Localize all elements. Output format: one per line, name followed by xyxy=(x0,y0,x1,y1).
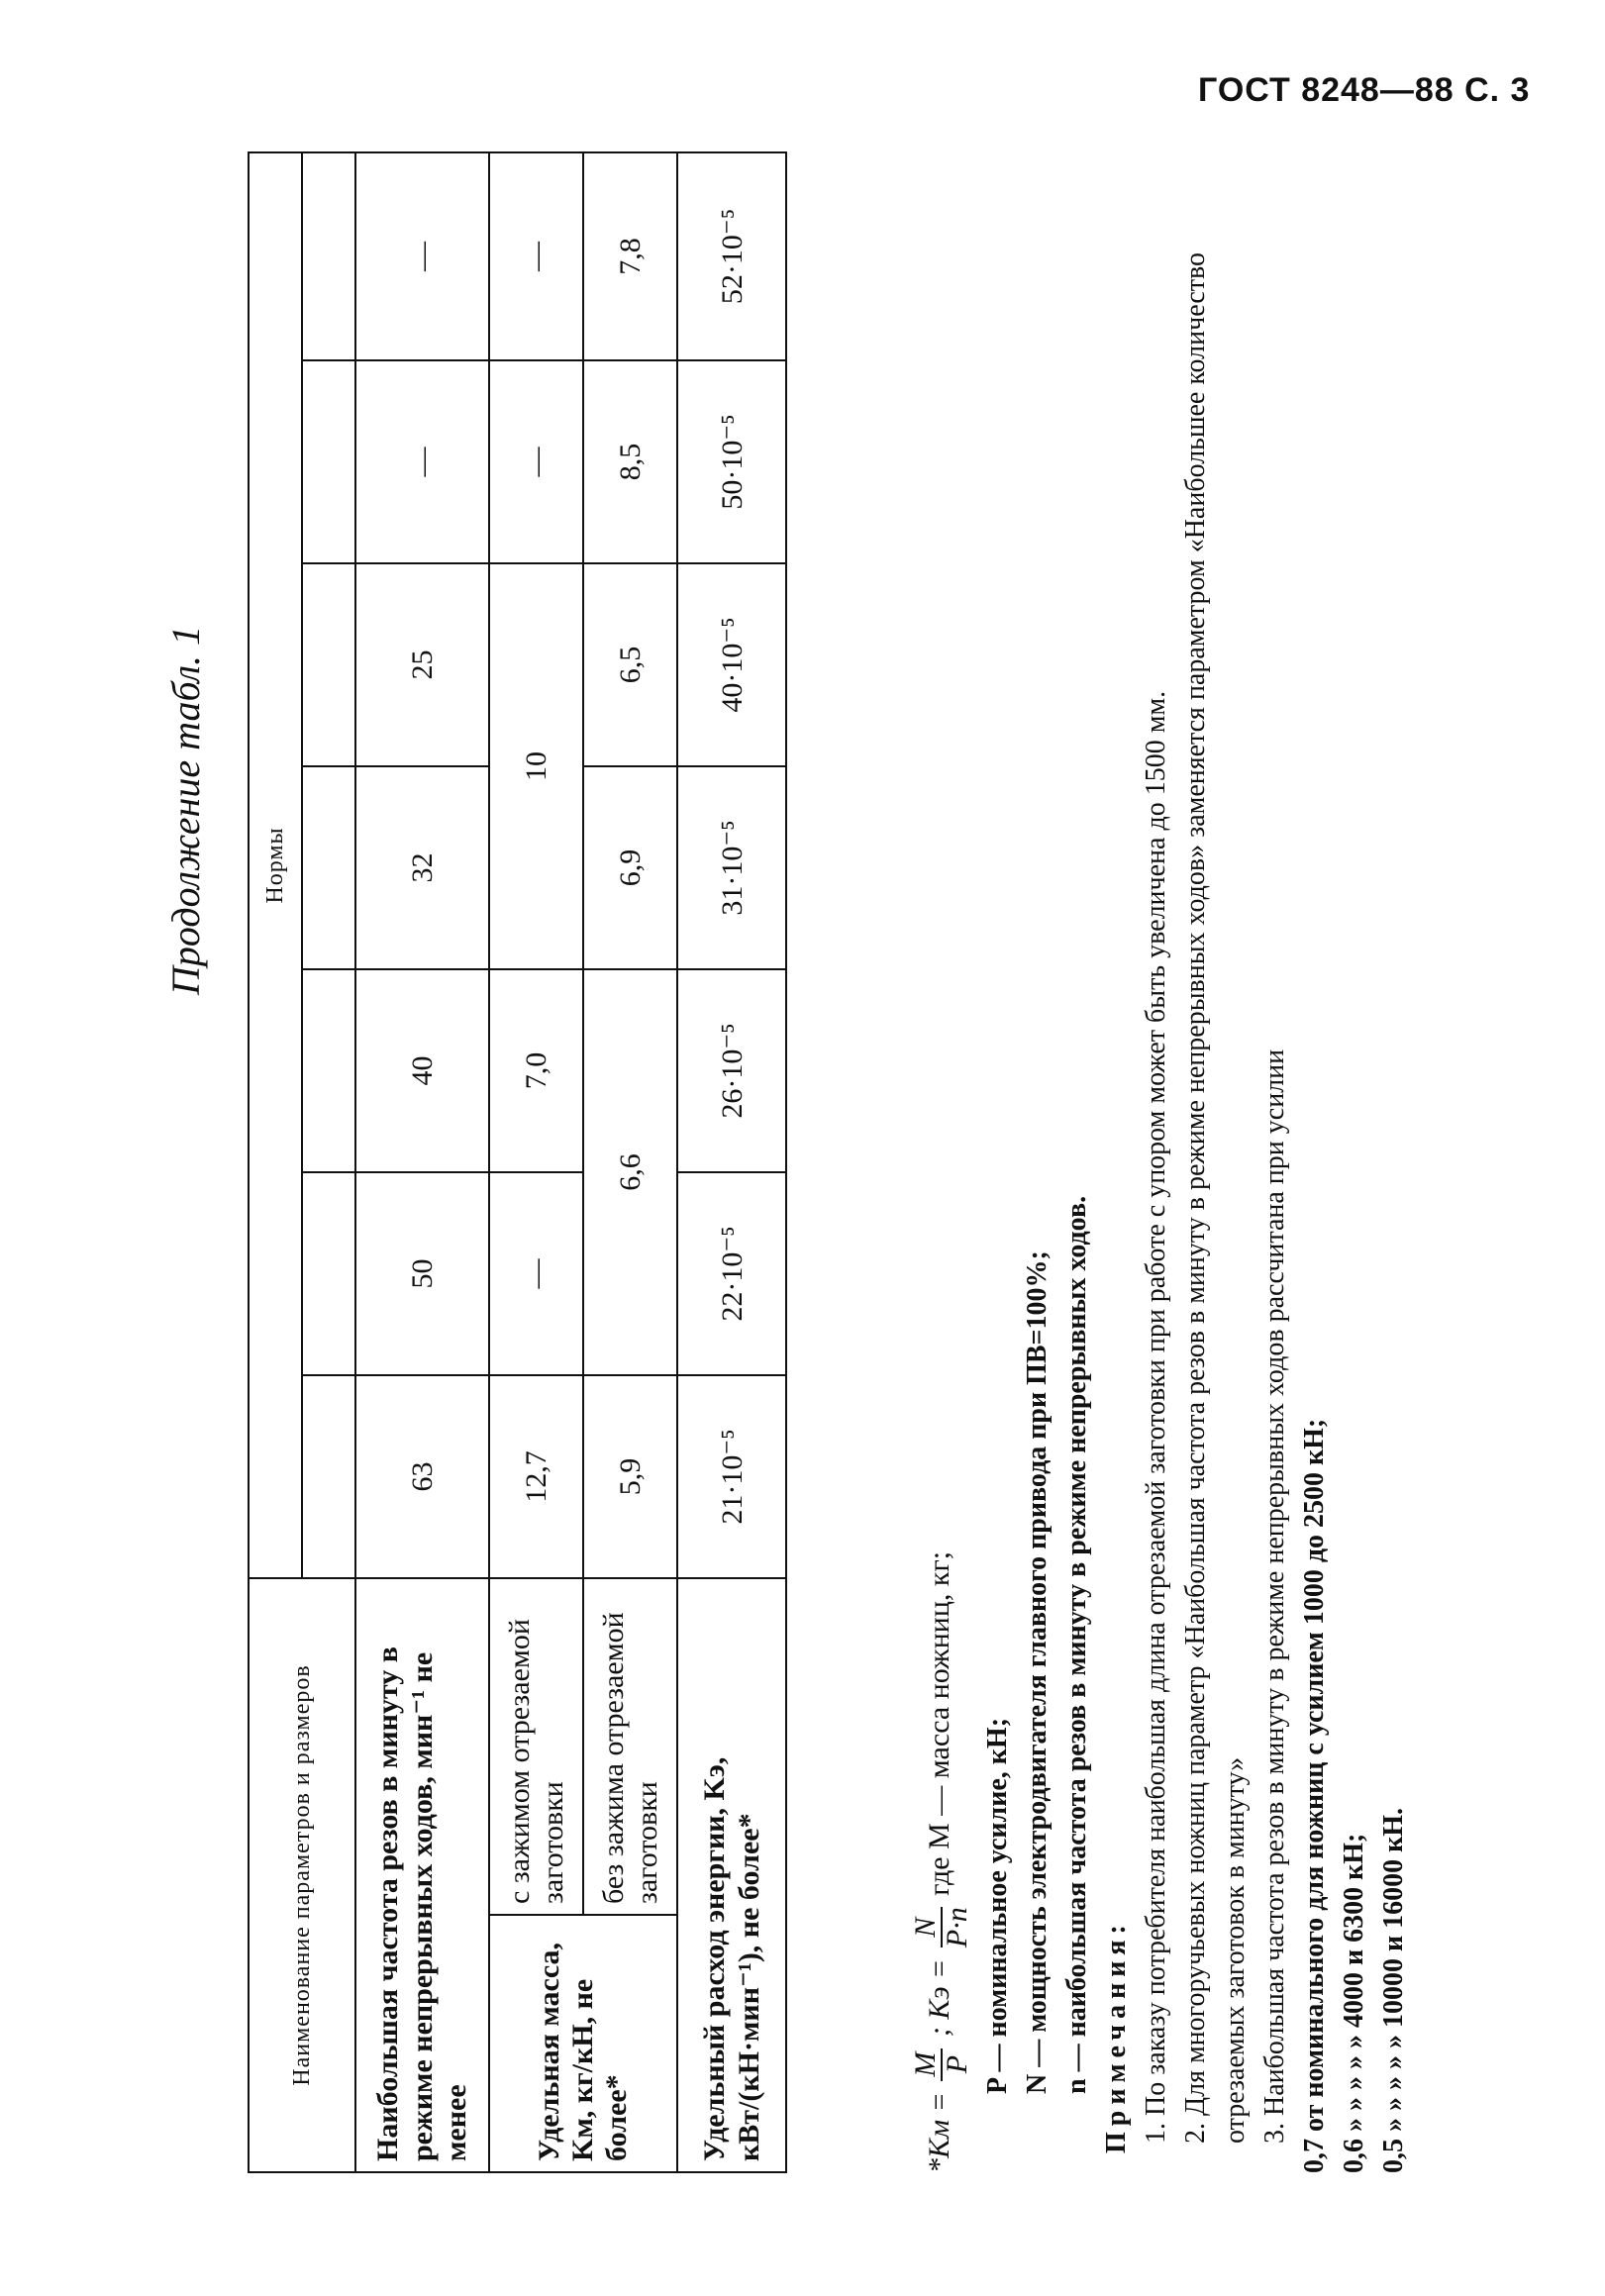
note-subline: 0,6 » » » » » 4000 и 6300 кН; xyxy=(1339,1833,1369,2173)
notes-title: Примечания: xyxy=(1101,1919,1132,2153)
cell-value: — xyxy=(489,360,583,563)
note-subline: 0,5 » » » » » 10000 и 16000 кН. xyxy=(1378,1807,1409,2173)
cell-value: 40 xyxy=(355,969,489,1172)
legend-line: N — мощность электродвигателя главного привода при ПВ=100%; xyxy=(1022,1250,1053,2094)
cell-value: 6,9 xyxy=(583,766,677,969)
cell-value: 10 xyxy=(489,563,583,969)
cell-value: 50·10⁻⁵ xyxy=(677,360,786,563)
cell-value: 26·10⁻⁵ xyxy=(677,969,786,1172)
legend-line: P — номинальное усилие, кН; xyxy=(982,1717,1013,2094)
continuation-label: Продолжение табл. 1 xyxy=(163,625,208,995)
cell-value: 52·10⁻⁵ xyxy=(677,152,786,360)
note-item: 2. Для многоручьевых ножниц параметр «Наибольшая частота резов в минуту в режиме непрерывных ходов» заменяется параметром «Наибольшее количество отрезаемых заготовок в минуту» xyxy=(1180,251,1251,2144)
sub-row-with-clamp-label: с зажимом отрезаемой заготовки xyxy=(489,1578,583,1915)
cell-value: 7,8 xyxy=(583,152,677,360)
cell-value: 12,7 xyxy=(489,1375,583,1578)
note-item: 1. По заказу потребителя наибольшая длина отрезаемой заготовки при работе с упором может быть увеличена до 1500 мм. xyxy=(1141,690,1171,2144)
cell-value: 8,5 xyxy=(583,360,677,563)
legend-line: n — наибольшая частота резов в минуту в режиме непрерывных ходов. xyxy=(1061,1195,1092,2094)
cell-value: — xyxy=(489,152,583,360)
parameters-table xyxy=(248,151,787,2173)
cell-value: 40·10⁻⁵ xyxy=(677,563,786,766)
cell-value: 22·10⁻⁵ xyxy=(677,1172,786,1375)
norms-header: Нормы xyxy=(249,152,302,1578)
row-energy-label: Удельный расход энергии, Kэ, кВт/(кН·мин⁻¹), не более* xyxy=(677,1578,786,2172)
cell-value: 6,6 xyxy=(583,969,677,1375)
notes-section xyxy=(911,153,1414,2173)
cell-value: 6,5 xyxy=(583,563,677,766)
note-subline: 0,7 от номинального для ножниц с усилием 1000 до 2500 кН; xyxy=(1299,1418,1330,2173)
cell-value: — xyxy=(355,152,489,360)
note-item: 3. Наибольшая частота резов в минуту в режиме непрерывных ходов рассчитана при усилии xyxy=(1259,1048,1290,2144)
page-header: ГОСТ 8248—88 С. 3 xyxy=(1198,71,1531,109)
param-column-header: Наименование параметров и размеров xyxy=(249,1578,355,2172)
cell-value: 63 xyxy=(355,1375,489,1578)
cell-value: 32 xyxy=(355,766,489,969)
cell-value: 25 xyxy=(355,563,489,766)
cell-value: 50 xyxy=(355,1172,489,1375)
formula-line: *Kм = M P ; Kэ = N P·n где M — масса ножниц, кг; xyxy=(909,1550,973,2173)
row-cut-frequency-label: Наибольшая частота резов в минуту в режиме непрерывных ходов, мин⁻¹ не менее xyxy=(355,1578,489,2172)
sub-row-without-clamp-label: без зажима отрезаемой заготовки xyxy=(583,1578,677,1915)
rotated-page-content xyxy=(158,153,1426,2173)
cell-value: 31·10⁻⁵ xyxy=(677,766,786,969)
cell-value: 7,0 xyxy=(489,969,583,1172)
cell-value: 21·10⁻⁵ xyxy=(677,1375,786,1578)
cell-value: 5,9 xyxy=(583,1375,677,1578)
cell-value: — xyxy=(489,1172,583,1375)
cell-value: — xyxy=(355,360,489,563)
row-specific-mass-label: Удельная масса, Kм, кг/кН, не более* xyxy=(489,1915,677,2172)
